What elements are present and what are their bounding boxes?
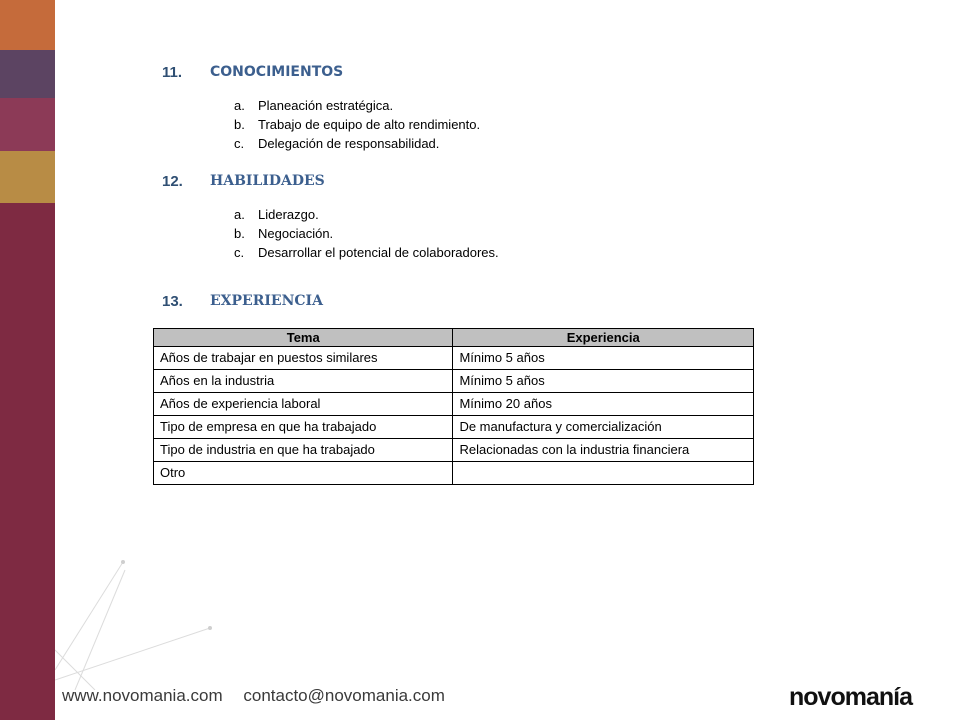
sidebar-block-maroon bbox=[0, 203, 55, 720]
table-cell-experiencia: Relacionadas con la industria financiera bbox=[453, 439, 754, 462]
section-title: HABILIDADES bbox=[210, 173, 325, 189]
column-header-experiencia: Experiencia bbox=[453, 329, 754, 347]
sidebar-block-rose bbox=[0, 98, 55, 151]
list-marker: a. bbox=[234, 98, 245, 113]
list-item-text: Negociación. bbox=[258, 226, 334, 241]
section-number: 11. bbox=[162, 64, 183, 81]
section-number: 13. bbox=[162, 293, 183, 310]
table-cell-experiencia bbox=[453, 462, 754, 485]
table-row bbox=[154, 439, 754, 462]
footer-links bbox=[62, 686, 445, 706]
list-marker: c. bbox=[234, 245, 245, 260]
table-cell-experiencia: Mínimo 20 años bbox=[453, 393, 754, 416]
list-item-text: Liderazgo. bbox=[258, 207, 319, 222]
email-link[interactable]: contacto@novomania.com bbox=[243, 686, 445, 705]
section-title: CONOCIMIENTOS bbox=[210, 64, 344, 80]
website-link[interactable]: www.novomania.com bbox=[62, 686, 223, 705]
section-title: EXPERIENCIA bbox=[210, 293, 323, 309]
table-row bbox=[154, 393, 754, 416]
list-marker: c. bbox=[234, 136, 245, 151]
list-item-text: Planeación estratégica. bbox=[258, 98, 394, 113]
sidebar-block-orange bbox=[0, 0, 55, 50]
list-marker: a. bbox=[234, 207, 245, 222]
section-number: 12. bbox=[162, 173, 183, 190]
table-cell-tema: Años de experiencia laboral bbox=[154, 393, 453, 416]
table-cell-experiencia: De manufactura y comercialización bbox=[453, 416, 754, 439]
table-header-row bbox=[154, 329, 754, 347]
table-row bbox=[154, 370, 754, 393]
list-item-text: Trabajo de equipo de alto rendimiento. bbox=[258, 117, 481, 132]
table-cell-tema: Otro bbox=[154, 462, 453, 485]
column-header-tema: Tema bbox=[154, 329, 453, 347]
table-cell-tema: Años de trabajar en puestos similares bbox=[154, 347, 453, 370]
experience-table bbox=[153, 328, 754, 485]
table-cell-experiencia: Mínimo 5 años bbox=[453, 370, 754, 393]
network-lines-decoration bbox=[55, 540, 255, 690]
table-row bbox=[154, 347, 754, 370]
list-item-text: Desarrollar el potencial de colaboradores. bbox=[258, 245, 499, 260]
sidebar-color-bar bbox=[0, 0, 55, 720]
table-row bbox=[154, 416, 754, 439]
table-cell-experiencia: Mínimo 5 años bbox=[453, 347, 754, 370]
list-item-text: Delegación de responsabilidad. bbox=[258, 136, 440, 151]
sidebar-block-purple bbox=[0, 50, 55, 98]
list-marker: b. bbox=[234, 117, 245, 132]
table-cell-tema: Tipo de industria en que ha trabajado bbox=[154, 439, 453, 462]
table-cell-tema: Tipo de empresa en que ha trabajado bbox=[154, 416, 453, 439]
table-row bbox=[154, 462, 754, 485]
sidebar-block-gold bbox=[0, 151, 55, 203]
list-marker: b. bbox=[234, 226, 245, 241]
brand-logo: novomanía bbox=[789, 683, 912, 711]
table-cell-tema: Años en la industria bbox=[154, 370, 453, 393]
